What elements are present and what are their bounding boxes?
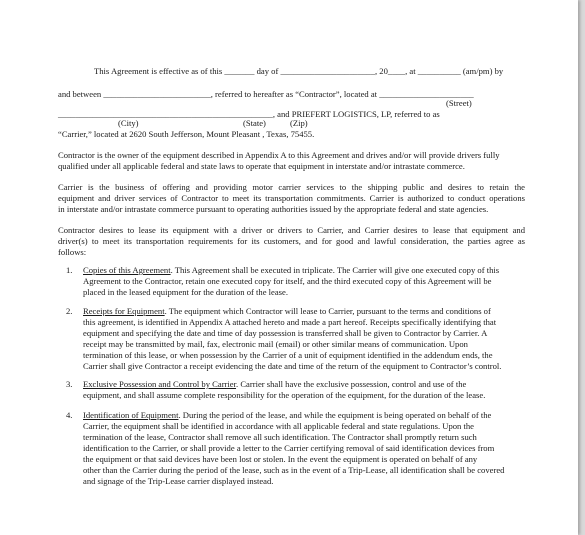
paragraph-3-line: driver(s) to meet its transportation requirements for its customers, and for good and lawful consideration, the parties agree as bbox=[58, 236, 525, 246]
item-1-line: Agreement to the Contractor, retain one executed copy for itself, and the third executed copy of this Agreement will be bbox=[83, 276, 492, 286]
item-1-first-line: Copies of this Agreement. This Agreement shall be executed in triplicate. The Carrier will give one executed copy of this bbox=[83, 265, 500, 275]
paragraph-3-line: Contractor desires to lease its equipment with a driver or drivers to Carrier, and Carrier desires to lease that equipment and bbox=[58, 225, 525, 235]
item-4-line: and signage of the Trip-Lease carrier displayed instead. bbox=[83, 476, 274, 486]
street-label: (Street) bbox=[446, 98, 472, 108]
item-4-line: the equipment or that said devices have been lost or stolen. In the event the equipment is operated on behalf of any bbox=[83, 454, 478, 464]
item-number: 2. bbox=[66, 306, 73, 316]
item-1-line: placed in the leased equipment for the duration of the lease. bbox=[83, 287, 288, 297]
item-2-line: Carrier shall give Contractor a receipt evidencing the date and time of the return of the equipment to Contractor’s control. bbox=[83, 361, 502, 371]
item-2-first-line: Receipts for Equipment. The equipment which Contractor will lease to Carrier, pursuant to the terms and conditions of bbox=[83, 306, 491, 316]
city-label: (City) bbox=[118, 118, 139, 128]
item-2-line: termination of this lease, or when possession by the Carrier of a unit of equipment identified in the addendum ends, the bbox=[83, 350, 493, 360]
paragraph-1-line: qualified under all applicable federal and state laws to operate that equipment in interstate and/or intrastate commerce. bbox=[58, 161, 465, 171]
paragraph-1-line: Contractor is the owner of the equipment described in Appendix A to this Agreement and drives and/or will provide drivers fully bbox=[58, 150, 500, 160]
item-2-line: equipment and specifying the date and time of day possession is transferred shall be given to Contractor by Carrier. A bbox=[83, 328, 488, 338]
item-heading: Identification of Equipment bbox=[83, 410, 179, 420]
agreement-line-1: This Agreement is effective as of this _______ day of ______________________, 20____, at __________ (am/pm) by bbox=[94, 66, 504, 76]
item-2-line: receipt may be transmitted by mail, fax, electronic mail (email) or other similar means of communication. Upon bbox=[83, 339, 468, 349]
paragraph-2-line: equipment and driver services of Contractor to meet its transportation commitments. Carrier is authorized to conduct operations bbox=[58, 193, 525, 203]
paragraph-2-line: Carrier is the business of offering and providing motor carrier services to the shipping public and desires to retain the bbox=[58, 182, 525, 192]
item-number: 1. bbox=[66, 265, 73, 275]
item-3-first-line: Exclusive Possession and Control by Carrier. Carrier shall have the exclusive possession, control and use of the bbox=[83, 379, 467, 389]
state-label: (State) bbox=[243, 118, 266, 128]
paragraph-3-line: follows: bbox=[58, 247, 87, 257]
item-number: 3. bbox=[66, 379, 73, 389]
agreement-line-2: and between _________________________, referred to hereafter as “Contractor”, located at ______________________ bbox=[58, 89, 474, 99]
item-2-line: this agreement, is identified in Appendix A attached hereto and made a part hereof. Receipts specifically identifying that bbox=[83, 317, 497, 327]
item-4-line: identification to the Carrier, or shall provide a letter to the Carrier certifying removal of said identification devices from bbox=[83, 443, 495, 453]
item-4-line: other than the Carrier during the period of the lease, such as in the event of a Trip-Lease, all identification shall be covered bbox=[83, 465, 505, 475]
agreement-line-4: “Carrier,” located at 2620 South Jefferson, Mount Pleasant , Texas, 75455. bbox=[58, 129, 315, 139]
item-heading: Copies of this Agreement bbox=[83, 265, 171, 275]
zip-label: (Zip) bbox=[290, 118, 308, 128]
item-number: 4. bbox=[66, 410, 73, 420]
item-heading: Exclusive Possession and Control by Carrier bbox=[83, 379, 237, 389]
item-4-line: Carrier, the equipment shall be identified in accordance with all applicable federal and state regulations. Upon the bbox=[83, 421, 474, 431]
item-4-line: termination of the lease, Contractor shall remove all such identification. The Contractor shall promptly return such bbox=[83, 432, 477, 442]
item-3-line: equipment, and shall assume complete responsibility for the operation of the equipment, for the duration of the lease. bbox=[83, 390, 486, 400]
item-4-first-line: Identification of Equipment. During the period of the lease, and while the equipment is being operated on behalf of the bbox=[83, 410, 492, 420]
agreement-line-3: __________________________________________________, and PRIEFERT LOGISTICS, LP, referred to as bbox=[58, 109, 440, 119]
item-heading: Receipts for Equipment bbox=[83, 306, 165, 316]
paragraph-2-line: in interstate and/or intrastate commerce pursuant to operating authorities issued by the appropriate federal and state agencies. bbox=[58, 204, 489, 214]
